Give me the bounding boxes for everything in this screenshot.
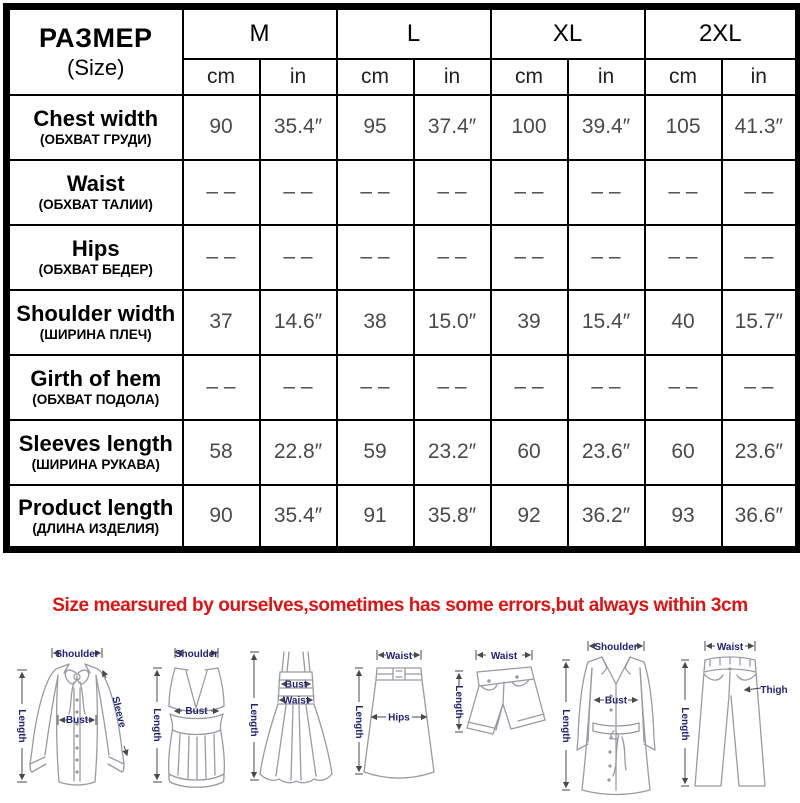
row-label-ru: (ОБХВАТ ГРУДИ) <box>39 131 152 147</box>
row-label <box>7 355 183 420</box>
cell: – – <box>183 225 260 290</box>
cell: 23.2″ <box>414 420 491 485</box>
diagram-coat <box>558 638 672 800</box>
unit-header-in: in <box>568 59 645 95</box>
unit-header-cm: cm <box>337 59 414 95</box>
row-label-en: Waist <box>66 171 125 197</box>
cell: 23.6″ <box>568 420 645 485</box>
table-row-girth-of-hem <box>7 355 799 420</box>
cell: 60 <box>645 420 722 485</box>
table-row-sleeves-length <box>7 420 799 485</box>
row-label-en: Girth of hem <box>30 366 162 392</box>
measurement-marks <box>151 648 218 782</box>
cell: 35.8″ <box>414 485 491 550</box>
cell: – – <box>414 160 491 225</box>
cell: – – <box>260 225 337 290</box>
diagram-dress <box>246 642 346 800</box>
vneck-bust-label: Bust <box>184 706 208 717</box>
skirt-waist-label: Waist <box>385 651 412 662</box>
shorts-waist-label: Waist <box>490 651 517 662</box>
cell: – – <box>491 225 568 290</box>
row-label <box>7 290 183 355</box>
cell: 39 <box>491 290 568 355</box>
cell: – – <box>260 355 337 420</box>
unit-header-cm: cm <box>645 59 722 95</box>
cell: 91 <box>337 485 414 550</box>
cell: – – <box>337 355 414 420</box>
cell: 105 <box>645 95 722 160</box>
garment-outline <box>695 657 765 786</box>
row-label-ru: (ШИРИНА РУКАВА) <box>31 456 160 472</box>
row-label <box>7 485 183 550</box>
unit-header-in: in <box>722 59 799 95</box>
size-header-cell <box>7 7 183 95</box>
coat-length-label: Length <box>559 709 571 743</box>
cell: 35.4″ <box>260 485 337 550</box>
cell: 37 <box>183 290 260 355</box>
coat-bust-label: Bust <box>604 695 627 707</box>
cell: 38 <box>337 290 414 355</box>
cell: – – <box>568 225 645 290</box>
table-row-waist <box>7 160 799 225</box>
table-row-shoulder-width <box>7 290 799 355</box>
row-label <box>7 420 183 485</box>
cell: – – <box>183 160 260 225</box>
cell: 36.6″ <box>722 485 799 550</box>
cell: 22.8″ <box>260 420 337 485</box>
cell: 95 <box>337 95 414 160</box>
unit-header-cm: cm <box>491 59 568 95</box>
measurement-marks <box>560 641 644 790</box>
measurement-disclaimer: Size mearsured by ourselves,sometimes has some errors,but always within 3cm <box>52 595 748 616</box>
pants-length-label: Length <box>678 707 690 741</box>
row-label-ru: (ОБХВАТ ПОДОЛА) <box>32 391 160 407</box>
cell: 92 <box>491 485 568 550</box>
diagram-pants <box>677 638 789 800</box>
cell: 41.3″ <box>722 95 799 160</box>
row-label-ru: (ДЛИНА ИЗДЕЛИЯ) <box>32 520 160 536</box>
cell: – – <box>568 355 645 420</box>
cell: – – <box>491 355 568 420</box>
dress-waist-label: Waist <box>282 695 309 707</box>
blouse-shoulder-label: Shoulder <box>54 649 99 660</box>
row-label-en: Hips <box>71 236 120 262</box>
unit-header-in: in <box>414 59 491 95</box>
row-label-ru: (ШИРИНА ПЛЕЧ) <box>39 326 152 342</box>
cell: – – <box>183 355 260 420</box>
cell: – – <box>722 160 799 225</box>
garment-outline <box>577 657 655 795</box>
size-col-2xl: 2XL <box>645 7 799 59</box>
garment-outline <box>168 668 224 787</box>
row-label-ru: (ОБХВАТ БЕДЕР) <box>38 261 153 277</box>
vneck-shoulder-label: Shoulder <box>174 649 218 660</box>
row-label <box>7 225 183 290</box>
cell: 15.0″ <box>414 290 491 355</box>
shorts-length-label: Length <box>452 685 464 719</box>
cell: – – <box>414 355 491 420</box>
cell: 37.4″ <box>414 95 491 160</box>
garment-outline <box>260 652 332 783</box>
dress-length-label: Length <box>247 703 259 737</box>
cell: – – <box>722 225 799 290</box>
cell: 39.4″ <box>568 95 645 160</box>
dress-bust-label: Bust <box>284 679 307 691</box>
unit-header-cm: cm <box>183 59 260 95</box>
cell: – – <box>645 160 722 225</box>
cell: – – <box>414 225 491 290</box>
size-header-title: РАЗМЕР <box>38 22 153 53</box>
cell: – – <box>722 355 799 420</box>
row-label-en: Shoulder width <box>16 301 176 327</box>
size-col-xl: XL <box>491 7 645 59</box>
vneck-length-label: Length <box>150 708 162 742</box>
blouse-bust-label: Bust <box>65 715 88 726</box>
table-row-hips <box>7 225 799 290</box>
pants-thigh-label: Thigh <box>759 685 788 696</box>
cell: 59 <box>337 420 414 485</box>
measurement-marks <box>453 650 532 732</box>
unit-header-in: in <box>260 59 337 95</box>
cell: 36.2″ <box>568 485 645 550</box>
cell: – – <box>645 355 722 420</box>
cell: – – <box>337 160 414 225</box>
garment-outline <box>467 667 545 734</box>
cell: – – <box>491 160 568 225</box>
cell: 58 <box>183 420 260 485</box>
cell: 90 <box>183 485 260 550</box>
cell: – – <box>337 225 414 290</box>
measurement-marks <box>16 648 128 782</box>
row-label <box>7 95 183 160</box>
diagram-vneck-top <box>149 642 241 800</box>
diagram-blouse <box>12 642 144 800</box>
skirt-length-label: Length <box>352 705 364 739</box>
pants-waist-label: Waist <box>716 642 743 653</box>
diagram-shorts <box>451 642 553 800</box>
cell: 23.6″ <box>722 420 799 485</box>
row-label-en: Sleeves length <box>18 431 173 457</box>
cell: 90 <box>183 95 260 160</box>
cell: 15.7″ <box>722 290 799 355</box>
measurement-marks <box>248 652 312 780</box>
measurement-diagrams <box>0 635 800 800</box>
cell: 14.6″ <box>260 290 337 355</box>
cell: 60 <box>491 420 568 485</box>
cell: 100 <box>491 95 568 160</box>
row-label <box>7 160 183 225</box>
size-header-subtitle: (Size) <box>67 54 125 80</box>
cell: 35.4″ <box>260 95 337 160</box>
coat-shoulder-label: Shoulder <box>593 642 638 653</box>
diagram-skirt <box>351 642 446 800</box>
measurement-marks <box>679 641 788 786</box>
skirt-hips-label: Hips <box>387 712 410 724</box>
blouse-length-label: Length <box>15 709 27 743</box>
cell: – – <box>645 225 722 290</box>
cell: 93 <box>645 485 722 550</box>
blouse-sleeve-label: Sleeve <box>108 695 128 729</box>
row-label-ru: (ОБХВАТ ТАЛИИ) <box>38 196 153 212</box>
size-chart-table <box>3 3 800 553</box>
size-col-l: L <box>337 7 491 59</box>
table-row-chest-width <box>7 95 799 160</box>
cell: 15.4″ <box>568 290 645 355</box>
size-col-m: M <box>183 7 337 59</box>
cell: – – <box>568 160 645 225</box>
row-label-en: Product length <box>18 494 174 520</box>
cell: 40 <box>645 290 722 355</box>
row-label-en: Chest width <box>33 106 159 132</box>
cell: – – <box>260 160 337 225</box>
table-row-product-length <box>7 485 799 550</box>
